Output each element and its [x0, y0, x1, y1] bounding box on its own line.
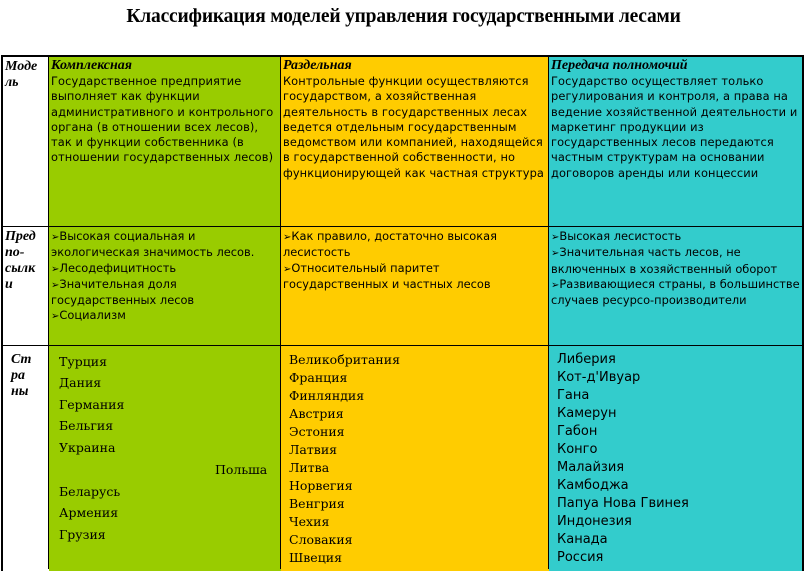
countries-separate: [281, 346, 549, 571]
list-item: Дания: [59, 375, 102, 390]
list-item: ➢Высокая лесистость: [551, 229, 682, 243]
column-header-delegation: Передача полномочий: [551, 58, 688, 73]
arrow-bullet-icon: ➢: [551, 279, 560, 291]
list-item: Папуа Нова Гвинея: [557, 496, 689, 511]
list-item: Армения: [59, 505, 119, 520]
list-item: Грузия: [59, 527, 106, 542]
arrow-bullet-icon: ➢: [51, 232, 60, 243]
list-item: Габон: [557, 424, 598, 439]
list-item: Латвия: [289, 442, 338, 457]
cell-separate-description: [281, 57, 549, 227]
list-item: Камерун: [557, 406, 617, 421]
list-item: Малайзия: [557, 460, 625, 475]
list-item: Беларусь: [59, 484, 121, 499]
list-item: Польша: [215, 462, 268, 477]
cell-complex-description: [49, 57, 281, 227]
list-item: Либерия: [557, 352, 616, 367]
list-item: ➢Значительная часть лесов, не включенных в хозяйственный оборот: [551, 245, 778, 276]
list-item: Гана: [557, 388, 590, 403]
cell-delegation-description: [549, 57, 802, 227]
list-item: Чехия: [289, 514, 330, 529]
list-item: Кот-д'Ивуар: [557, 370, 641, 385]
page-title: Классификация моделей управления государственными лесами: [126, 6, 681, 27]
description-complex: Государственное предприятие выполняет как функции административного и контрольного органа (в отношении всех лесов), так и функции собственника (в отношении государственных лесов): [51, 74, 274, 165]
list-item: Великобритания: [289, 352, 400, 367]
arrow-bullet-icon: ➢: [51, 279, 60, 291]
list-item: Финляндия: [289, 388, 365, 403]
list-item: ➢Значительная доля государственных лесов: [51, 276, 195, 308]
arrow-bullet-icon: ➢: [283, 263, 292, 275]
countries-complex: [49, 346, 281, 571]
arrow-bullet-icon: ➢: [283, 232, 292, 243]
list-item: Индонезия: [557, 514, 632, 529]
arrow-bullet-icon: ➢: [551, 232, 560, 243]
list-item: Россия: [557, 550, 604, 565]
list-item: Канада: [557, 532, 608, 547]
list-item: ➢Как правило, достаточно высокая лесистость: [283, 229, 497, 260]
row-divider: [3, 226, 802, 227]
column-header-separate: Раздельная: [283, 58, 352, 73]
description-delegation: Государство осуществляет только регулирования и контроля, а права на ведение хозяйственной деятельности и маркетинг продукции из государственных лесов передаются частным структурам на основании договоров аренды или концессии: [551, 74, 798, 180]
description-separate: Контрольные функции осуществляются государством, а хозяйственная деятельность в государственных лесах ведется отдельным государственным ведомством или компанией, находящейся в государственной собственности, но функционирующей как частная структура: [283, 74, 545, 180]
premises-delegation: [549, 227, 802, 346]
list-item: Конго: [557, 442, 598, 457]
list-item: Литва: [289, 460, 330, 475]
list-item: Норвегия: [289, 478, 353, 493]
arrow-bullet-icon: ➢: [51, 311, 60, 323]
list-item: Украина: [59, 440, 116, 455]
list-item: ➢Социализм: [51, 308, 126, 323]
list-item: ➢Лесодефицитность: [51, 260, 177, 275]
list-item: Бельгия: [59, 418, 114, 433]
list-item: ➢Относительный паритет государственных и частных лесов: [283, 260, 491, 291]
list-item: Австрия: [289, 406, 344, 421]
row-header-premises: Пред по- сылк и: [3, 227, 49, 346]
list-item: Эстония: [289, 424, 345, 439]
list-item: Турция: [59, 354, 107, 369]
list-item: Словакия: [289, 532, 353, 547]
list-item: Германия: [59, 397, 125, 412]
list-item: Франция: [289, 370, 348, 385]
row-header-model: Моде ль: [3, 57, 49, 227]
column-divider: [48, 57, 49, 569]
premises-complex: [49, 227, 281, 346]
column-divider: [548, 57, 549, 569]
row-header-countries: Ст ра ны: [3, 346, 49, 571]
arrow-bullet-icon: ➢: [551, 248, 560, 260]
countries-delegation: [549, 346, 802, 571]
row-divider: [3, 345, 802, 346]
arrow-bullet-icon: ➢: [51, 263, 60, 275]
list-item: Венгрия: [289, 496, 345, 511]
classification-table: [1, 55, 804, 571]
list-item: ➢Высокая социальная и экологическая значимость лесов.: [51, 229, 255, 260]
list-item: Швеция: [289, 550, 342, 565]
column-header-complex: Комплексная: [51, 58, 132, 73]
premises-separate: [281, 227, 549, 346]
list-item: ➢Развивающиеся страны, в большинстве случаев ресурсо-производители: [551, 276, 800, 308]
list-item: Камбоджа: [557, 478, 629, 493]
column-divider: [280, 57, 281, 569]
